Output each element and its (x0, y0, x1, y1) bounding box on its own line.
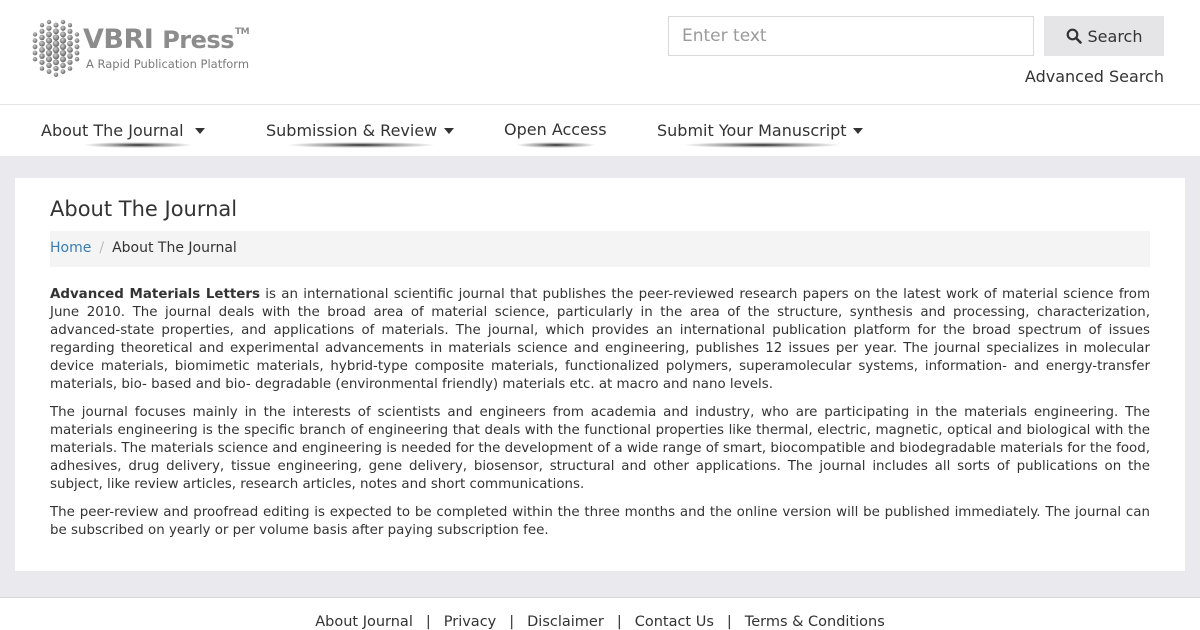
logo-dot (54, 72, 58, 76)
paragraph: The peer-review and proofread editing is expected to be completed within the three months and the online version will be published immediately. The journal can be subscribed on yearly or per volume basis after paying subscription fee. (50, 505, 1150, 538)
search-input[interactable] (668, 16, 1034, 56)
logo-dot (46, 63, 52, 69)
footer-separator: | (616, 614, 622, 630)
logo-dot (67, 53, 73, 59)
logo-dot (46, 56, 52, 62)
logo-dot (75, 51, 80, 56)
logo-dot (53, 28, 59, 34)
footer-separator: | (425, 614, 431, 630)
logo-dot (33, 38, 38, 43)
logo-dot (46, 44, 52, 50)
footer-separator: | (726, 614, 732, 630)
logo-dot (68, 29, 73, 34)
nav-underline (682, 142, 842, 148)
logo-dot (68, 66, 73, 71)
caret-down-icon (195, 128, 205, 135)
logo-dot (33, 44, 38, 49)
logo-dot (33, 32, 37, 36)
magnifier-icon (1066, 28, 1082, 44)
nav-underline (516, 142, 596, 148)
nav-item-submit-manuscript[interactable] (657, 105, 867, 156)
content-card (15, 178, 1185, 571)
logo-dot (75, 44, 80, 49)
logo-dot (60, 56, 66, 62)
search-button[interactable] (1044, 16, 1164, 56)
nav-item-label: About The Journal (41, 121, 184, 140)
logo-dot (67, 41, 73, 47)
logo-dot (60, 44, 66, 50)
brand-tagline: A Rapid Publication Platform (86, 57, 250, 71)
nav-item-about-journal[interactable] (41, 105, 211, 156)
logo-dot (40, 66, 45, 71)
logo-dot (53, 47, 60, 54)
logo-dot (53, 53, 59, 59)
brand-name: VBRI Press™ (83, 24, 250, 55)
caret-down-icon (444, 128, 454, 135)
logo-dot (53, 66, 58, 71)
logo-dot (53, 23, 58, 28)
footer-link-terms[interactable]: Terms & Conditions (744, 614, 885, 630)
logo-dot (40, 29, 45, 34)
nav-item-label: Submission & Review (266, 121, 438, 140)
logo-dot (46, 26, 51, 31)
site-logo[interactable] (30, 18, 270, 80)
logo-dot (46, 37, 52, 43)
logo-dot (60, 37, 66, 43)
logo-dot (33, 51, 38, 56)
nav-underline (83, 142, 193, 148)
main-nav (0, 105, 1200, 156)
hexagon-sphere-icon (30, 18, 82, 78)
nav-item-label: Submit Your Manuscript (657, 121, 847, 140)
site-footer (0, 597, 1200, 630)
logo-dot (67, 60, 72, 65)
logo-dot (61, 20, 65, 24)
logo-dot (46, 31, 52, 37)
footer-link-about-journal[interactable]: About Journal (315, 614, 413, 630)
advanced-search-link[interactable]: Advanced Search (1024, 67, 1164, 86)
logo-dot (60, 31, 66, 37)
logo-dot (60, 26, 65, 31)
article-body (50, 286, 1150, 550)
caret-down-icon (853, 128, 863, 135)
nav-underline (286, 142, 436, 148)
logo-dot (33, 57, 37, 61)
journal-name: Advanced Materials Letters (50, 287, 260, 302)
site-header (0, 0, 1200, 105)
logo-dot (61, 69, 66, 74)
footer-link-disclaimer[interactable]: Disclaimer (527, 614, 604, 630)
logo-dot (53, 40, 60, 47)
logo-dot (60, 63, 66, 69)
logo-dot (47, 69, 52, 74)
nav-item-label: Open Access (504, 120, 607, 139)
logo-dot (75, 57, 79, 61)
logo-dot (39, 41, 45, 47)
breadcrumb-current: About The Journal (112, 240, 237, 256)
paragraph: The journal focuses mainly in the interests of scientists and engineers from academia and industry, who are participating in the materials engineering. The materials engineering is the specific branch of engineering that deals with the functional properties like thermal, electric, magnetic, optical and biological with the materials. The materials science and engineering is needed for the development of a wide range of smart, biocompatible and biodegradable materials for the food, adhesives, drug delivery, tissue engineering, gene delivery, biosensor, structural and other applications. The journal includes all sorts of publications on the subject, like review articles, research articles, notes and short communications. (50, 405, 1150, 492)
logo-dot (40, 23, 44, 27)
logo-dot (67, 47, 73, 53)
breadcrumb (50, 231, 1150, 267)
logo-dot (39, 60, 44, 65)
nav-item-open-access[interactable] (504, 105, 614, 156)
paragraph: Advanced Materials Letters is an international scientific journal that publishes the peer-reviewed research papers on the latest work of material science from June 2010. The journal deals with the broad area of material science, particularly in the area of the structure, synthesis and processing, characterization, advanced-state properties, and applications of materials. The journal, which provides an international publication platform for the broad spectrum of issues regarding theoretical and experimental advancements in materials science and engineering, publishes 12 issues per year. The journal specializes in molecular device materials, biomimetic materials, hybrid-type composite materials, functionalized polymers, superamolecular systems, information- and energy-transfer materials, bio- based and bio- degradable (environmental friendly) materials etc. at macro and nano levels. (50, 287, 1150, 392)
logo-dot (47, 20, 51, 24)
search-button-label: Search (1087, 26, 1143, 46)
logo-dot (75, 38, 80, 43)
logo-dot (39, 47, 45, 53)
logo-dot (53, 59, 59, 65)
logo-dot (46, 50, 52, 56)
footer-separator: | (509, 614, 515, 630)
logo-dot (67, 35, 72, 40)
footer-link-contact-us[interactable]: Contact Us (634, 614, 714, 630)
logo-dot (39, 53, 45, 59)
logo-dot (39, 35, 44, 40)
footer-link-privacy[interactable]: Privacy (443, 614, 497, 630)
logo-dot (68, 23, 72, 27)
breadcrumb-separator: / (99, 240, 105, 256)
page-title: About The Journal (50, 197, 238, 221)
logo-dot (60, 50, 66, 56)
logo-dot (53, 34, 59, 40)
logo-dot (75, 32, 79, 36)
breadcrumb-home-link[interactable]: Home (50, 240, 92, 256)
nav-item-submission-review[interactable] (266, 105, 456, 156)
